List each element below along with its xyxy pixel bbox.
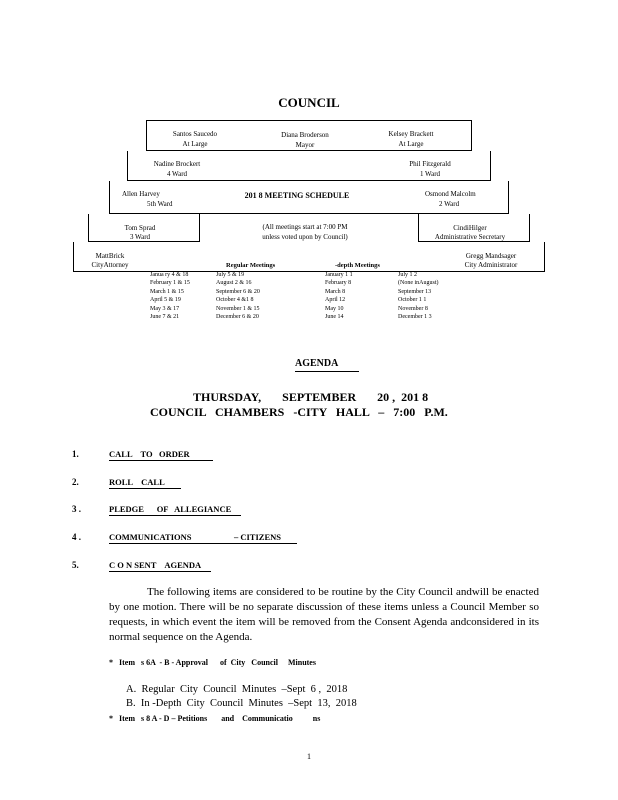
agenda-item-pledge: PLEDGE OF ALLEGIANCE	[109, 504, 232, 514]
item-number: 5.	[72, 560, 79, 570]
org-member-role: 4 Ward	[166, 170, 188, 178]
schedule-date: May 3 & 17	[150, 305, 180, 312]
consent-note-petitions: * Item s 8 A - D – Petitions and Communicatio ns	[109, 714, 321, 723]
page-title: COUNCIL	[278, 95, 340, 110]
schedule-date: January 1 1	[325, 272, 353, 278]
meeting-place: COUNCIL CHAMBERS -CITY HALL – 7:00 P.M.	[150, 405, 448, 419]
indepth-meetings-header: -depth Meetings	[335, 262, 380, 269]
org-mayor-name: Diana Broderson	[281, 131, 329, 139]
schedule-title: 201 8 MEETING SCHEDULE	[244, 191, 350, 200]
consent-sub-a: A. Regular City Council Minutes –Sept 6 , 2018	[126, 684, 348, 695]
org-member-name: Nadine Brockert	[153, 160, 201, 168]
schedule-date: October 1 1	[398, 297, 427, 304]
schedule-date: March 1 & 15	[150, 288, 184, 295]
org-member-name: Kelsey Brackett	[388, 130, 434, 138]
indepth-col-1	[325, 271, 353, 321]
agenda-title: AGENDA	[295, 358, 339, 369]
org-member-name: Osmond Malcolm	[425, 190, 476, 198]
item-underline	[109, 515, 241, 516]
org-member-name: Gregg Mandsager	[465, 252, 517, 260]
schedule-date: February 8	[325, 280, 352, 287]
org-mayor-role: Mayor	[295, 141, 315, 149]
org-member-name: Phil Fitzgerald	[409, 160, 451, 168]
schedule-date: December 1 3	[398, 314, 432, 321]
schedule-date: March 8	[325, 288, 346, 295]
schedule-date: April 5 & 19	[150, 297, 181, 304]
org-member-name: MattBrick	[95, 252, 125, 260]
item-number: 2.	[72, 477, 79, 487]
schedule-date: September 6 & 20	[216, 288, 260, 295]
schedule-date: June 14	[325, 314, 344, 321]
meeting-date: THURSDAY, SEPTEMBER 20 , 201 8	[193, 390, 429, 404]
regular-col-1	[150, 271, 190, 321]
schedule-date: (None inAugust)	[398, 280, 439, 287]
schedule-date: November 8	[398, 305, 428, 312]
org-member-role: 1 Ward	[419, 170, 441, 178]
org-member-role: At Large	[182, 140, 208, 148]
schedule-date: Janua ry 4 & 18	[150, 272, 189, 278]
schedule-date: July 1 2	[398, 272, 418, 278]
agenda-item-communications: COMMUNICATIONS – CITIZENS	[109, 532, 281, 542]
regular-meetings-header: Regular Meetings	[226, 262, 276, 269]
org-member-name: Allen Harvey	[122, 190, 160, 198]
consent-paragraph: The following items are considered to be routine by the City Council andwill be enacted by one motion. There will be no separate discussion of these items unless a Council Member so requests, in which event the item will be removed from the Consent Agenda andconsidered in its normal sequence on the Agenda.	[109, 586, 539, 643]
schedule-date: August 2 & 16	[216, 280, 252, 287]
item-underline	[109, 571, 211, 572]
org-member-role: 3 Ward	[129, 233, 151, 241]
item-number: 4 .	[72, 532, 81, 542]
item-underline	[109, 543, 297, 544]
agenda-item-call-to-order: CALL TO ORDER	[109, 449, 190, 459]
regular-col-2	[216, 271, 260, 321]
schedule-note-1: (All meetings start at 7:00 PM	[262, 223, 348, 231]
consent-sub-b: B. In -Depth City Council Minutes –Sept 13, 2018	[126, 698, 357, 709]
page-number: 1	[307, 752, 311, 761]
org-member-role: 2 Ward	[439, 200, 460, 208]
org-member-name: Santos Saucedo	[172, 130, 218, 138]
item-underline	[109, 488, 181, 489]
agenda-title-underline	[295, 371, 359, 372]
schedule-date: November 1 & 15	[216, 305, 260, 312]
schedule-date: April 12	[325, 297, 346, 304]
org-member-name: Tom Sprad	[124, 224, 156, 232]
org-member-role: 5th Ward	[147, 200, 173, 208]
indepth-col-2	[398, 271, 439, 321]
item-number: 3 .	[72, 504, 81, 514]
schedule-note-2: unless voted upon by Council)	[262, 233, 348, 241]
org-member-name: CindiHilger	[453, 224, 487, 232]
org-member-role: Administrative Secretary	[434, 233, 506, 241]
schedule-date: October 4 &1 8	[216, 297, 254, 304]
org-member-role: City Administrator	[464, 261, 518, 269]
schedule-date: December 6 & 20	[216, 314, 259, 321]
item-number: 1.	[72, 449, 79, 459]
schedule-date: July 5 & 19	[216, 272, 245, 278]
schedule-date: May 10	[325, 305, 344, 312]
agenda-item-consent: C O N SENT AGENDA	[109, 560, 202, 570]
agenda-item-roll-call: ROLL CALL	[109, 477, 165, 487]
item-underline	[109, 460, 213, 461]
schedule-date: September 13	[398, 288, 432, 295]
schedule-date: February 1 & 15	[150, 280, 190, 287]
org-member-role: At Large	[398, 140, 424, 148]
schedule-date: June 7 & 21	[150, 314, 180, 321]
consent-note-minutes: * Item s 6A - B - Approval of City Council Minutes	[109, 658, 316, 667]
org-member-role: CityAttorney	[91, 261, 129, 269]
